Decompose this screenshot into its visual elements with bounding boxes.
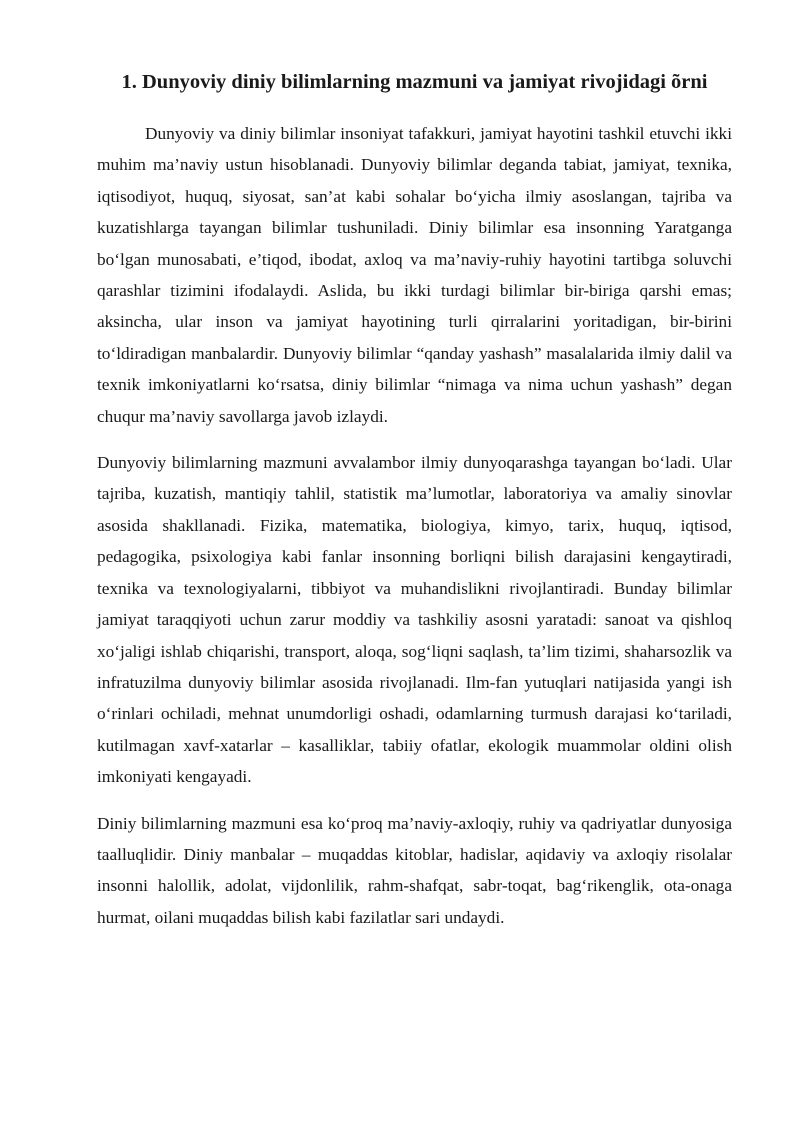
paragraph-2: Dunyoviy bilimlarning mazmuni avvalambor ilmiy dunyoqarashga tayangan bo‘ladi. Ular tajriba, kuzatish, mantiqiy tahlil, statistik ma’lumotlar, laboratoriya va amaliy sinovlar asosida shakllanadi. Fizika, matematika, biologiya, kimyo, tarix, huquq, iqtisod, pedagogika, psixologiya kabi fanlar insonning borliqni bilish darajasini kengaytiradi, texnika va texnologiyalarni, tibbiyot va muhandislikni rivojlantiradi. Bunday bilimlar jamiyat taraqqiyoti uchun zarur moddiy va tashkiliy asosni yaratadi: sanoat va qishloq xo‘jaligi ishlab chiqarishi, transport, aloqa, sog‘liqni saqlash, ta’lim tizimi, shaharsozlik va infratuzilma dunyoviy bilimlar asosida rivojlanadi. Ilm-fan yutuqlari natijasida yangi ish o‘rinlari ochiladi, mehnat unumdorligi oshadi, odamlarning turmush darajasi ko‘tariladi, kutilmagan xavf-xatarlar – kasalliklar, tabiiy ofatlar, ekologik muammolar oldini olish imkoniyati kengayadi. (97, 453, 732, 787)
document-page (97, 66, 732, 933)
paragraph-1: Dunyoviy va diniy bilimlar insoniyat tafakkuri, jamiyat hayotini tashkil etuvchi ikki muhim ma’naviy ustun hisoblanadi. Dunyoviy bilimlar deganda tabiat, jamiyat, texnika, iqtisodiyot, huquq, siyosat, san’at kabi sohalar bo‘yicha ilmiy asoslangan, tajriba va kuzatishlarga tayangan bilimlar tushuniladi. Diniy bilimlar esa insonning Yaratganga bo‘lgan munosabati, e’tiqod, ibodat, axloq va ma’naviy-ruhiy hayotini tartibga soluvchi qarashlar tizimini ifodalaydi. Aslida, bu ikki turdagi bilimlar bir-biriga qarshi emas; aksincha, ular inson va jamiyat hayotining turli qirralarini yoritadigan, bir-birini to‘ldiradigan manbalardir. Dunyoviy bilimlar “qanday yashash” masalalarida ilmiy dalil va texnik imkoniyatlarni ko‘rsatsa, diniy bilimlar “nimaga va nima uchun yashash” degan chuqur ma’naviy savollarga javob izlaydi. (97, 124, 732, 426)
paragraph-3: Diniy bilimlarning mazmuni esa ko‘proq ma’naviy-axloqiy, ruhiy va qadriyatlar dunyosiga taalluqlidir. Diniy manbalar – muqaddas kitoblar, hadislar, aqidaviy va axloqiy risolalar insonni halollik, adolat, vijdonlilik, rahm-shafqat, sabr-toqat, bag‘rikenglik, ota-onaga hurmat, oilani muqaddas bilish kabi fazilatlar sari undaydi. (97, 813, 732, 927)
section-title: 1. Dunyoviy diniy bilimlarning mazmuni va jamiyat rivojidagi õrni (121, 71, 708, 93)
